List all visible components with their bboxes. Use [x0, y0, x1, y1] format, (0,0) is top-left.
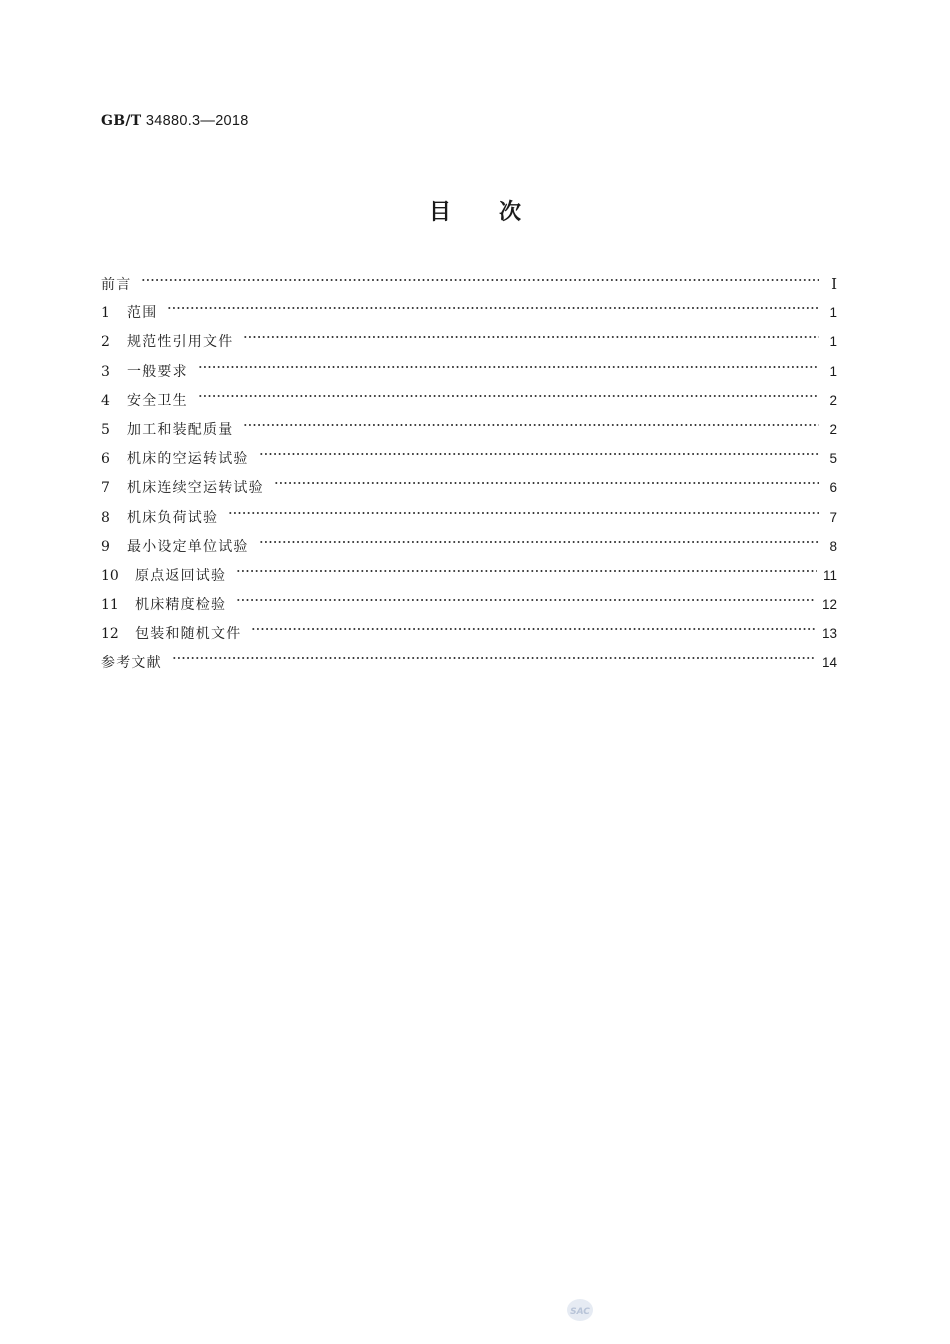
- toc-entry[interactable]: [101, 564, 837, 593]
- toc-entry-label: 加工和装配质量: [127, 421, 234, 438]
- toc-entry[interactable]: [101, 593, 837, 622]
- toc-entry-number: 12: [101, 626, 119, 643]
- standard-number: [101, 113, 249, 129]
- dot-leader: [243, 420, 819, 430]
- toc-entry-page: 1: [829, 363, 837, 379]
- toc-entry[interactable]: [101, 476, 837, 505]
- toc-entry-number: 6: [101, 451, 110, 468]
- toc-entry-label: 原点返回试验: [135, 567, 227, 584]
- toc-entry-label: 机床负荷试验: [127, 509, 219, 526]
- toc-entry[interactable]: [101, 330, 837, 359]
- toc-entry-page: 2: [829, 421, 837, 437]
- dot-leader: [167, 303, 819, 313]
- toc-entry-label: 范围: [127, 305, 158, 322]
- toc-entry-page: 8: [829, 538, 837, 554]
- dot-leader: [259, 537, 819, 547]
- dot-leader: [251, 624, 816, 634]
- toc-entry-label: 安全卫生: [127, 392, 188, 409]
- toc-entry[interactable]: [101, 651, 837, 680]
- toc-entry-number: 11: [101, 597, 119, 614]
- toc-entry-page: 6: [829, 480, 837, 496]
- toc-entry-label: 机床的空运转试验: [127, 451, 249, 468]
- toc-entry-number: 8: [101, 509, 110, 526]
- dot-leader: [198, 362, 819, 372]
- toc-entry[interactable]: [101, 301, 837, 330]
- toc-entry[interactable]: [101, 622, 837, 651]
- toc-entry-page: 7: [829, 509, 837, 525]
- toc-entry-page: 1: [829, 305, 837, 321]
- toc-entry-label: 参考文献: [101, 655, 162, 672]
- toc-entry[interactable]: [101, 389, 837, 418]
- toc-entry-label: 规范性引用文件: [127, 334, 234, 351]
- toc-entry[interactable]: [101, 272, 837, 301]
- sac-logo-icon: [566, 1297, 594, 1323]
- toc-entry-number: 7: [101, 480, 110, 497]
- toc-entry-number: 4: [101, 392, 110, 409]
- standard-code: GB/T: [101, 113, 142, 129]
- toc-entry-page: 1: [829, 334, 837, 350]
- table-of-contents: [101, 272, 837, 681]
- toc-entry-label: 最小设定单位试验: [127, 538, 249, 555]
- toc-entry-number: 3: [101, 363, 110, 380]
- dot-leader: [228, 508, 819, 518]
- toc-entry-number: 9: [101, 538, 110, 555]
- dot-leader: [274, 478, 819, 488]
- svg-text:SAC: SAC: [570, 1307, 590, 1317]
- toc-entry-label: 机床连续空运转试验: [127, 480, 264, 497]
- toc-entry-page: Ⅰ: [831, 275, 837, 293]
- toc-entry-label: 包装和随机文件: [135, 626, 242, 643]
- toc-entry-number: 5: [101, 421, 110, 438]
- toc-entry-label: 前言: [101, 277, 132, 293]
- toc-entry-label: 机床精度检验: [135, 597, 227, 614]
- toc-entry-number: 1: [101, 305, 110, 322]
- toc-entry[interactable]: [101, 506, 837, 535]
- standard-id: 34880.3—2018: [145, 113, 249, 129]
- dot-leader: [236, 595, 816, 605]
- toc-entry[interactable]: [101, 535, 837, 564]
- toc-entry[interactable]: [101, 447, 837, 476]
- toc-entry-page: 5: [829, 451, 837, 467]
- dot-leader: [236, 566, 817, 576]
- toc-entry-number: 2: [101, 334, 110, 351]
- dot-leader: [243, 332, 819, 342]
- dot-leader: [259, 449, 819, 459]
- toc-entry[interactable]: [101, 360, 837, 389]
- page-title: 目次: [428, 200, 569, 225]
- toc-entry-page: 11: [822, 567, 837, 583]
- dot-leader: [172, 653, 816, 663]
- toc-entry-page: 2: [829, 392, 837, 408]
- toc-entry-page: 12: [821, 597, 837, 613]
- toc-entry[interactable]: [101, 418, 837, 447]
- toc-entry-page: 13: [821, 626, 837, 642]
- toc-entry-number: 10: [101, 567, 119, 584]
- dot-leader: [198, 391, 819, 401]
- toc-entry-page: 14: [821, 655, 837, 671]
- dot-leader: [141, 275, 819, 285]
- toc-entry-label: 一般要求: [127, 363, 188, 380]
